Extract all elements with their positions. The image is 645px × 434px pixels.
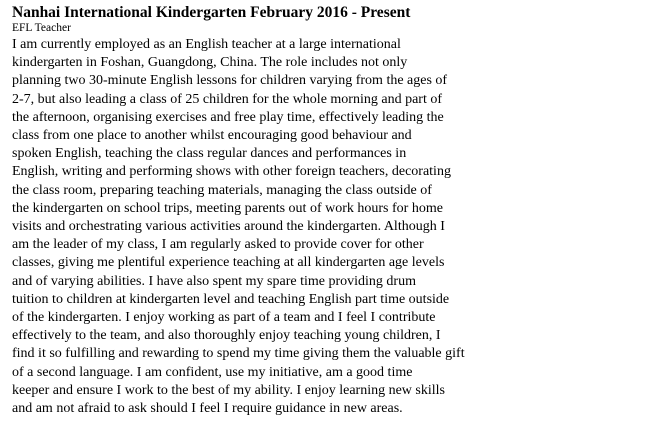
description-line: am the leader of my class, I am regularly asked to provide cover for other bbox=[12, 237, 424, 253]
description-line: the afternoon, organising exercises and free play time, effectively leading the bbox=[12, 109, 444, 125]
description-line: visits and orchestrating various activities around the kindergarten. Although I bbox=[12, 219, 445, 235]
description-line: kindergarten in Foshan, Guangdong, China. The role includes not only bbox=[12, 55, 408, 71]
description-line: and am not afraid to ask should I feel I require guidance in new areas. bbox=[12, 401, 403, 417]
description-line: keeper and ensure I work to the best of my ability. I enjoy learning new skills bbox=[12, 382, 445, 398]
description-line: the kindergarten on school trips, meeting parents out of work hours for home bbox=[12, 200, 443, 216]
description-line: I am currently employed as an English teacher at a large international bbox=[12, 37, 401, 52]
description-line: of a second language. I am confident, use my initiative, am a good time bbox=[12, 364, 413, 380]
description-line: 2-7, but also leading a class of 25 children for the whole morning and part of bbox=[12, 91, 442, 107]
description-line: and of varying abilities. I have also spent my spare time providing drum bbox=[12, 273, 416, 289]
description-line: the class room, preparing teaching materials, managing the class outside of bbox=[12, 182, 432, 198]
description-line: tuition to children at kindergarten level and teaching English part time outside bbox=[12, 291, 450, 307]
description-line: planning two 30-minute English lessons for children varying from the ages of bbox=[12, 73, 448, 89]
description-line: effectively to the team, and also thoroughly enjoy teaching young children, I bbox=[12, 328, 441, 344]
description-line: of the kindergarten. I enjoy working as part of a team and I feel I contribute bbox=[12, 310, 436, 326]
description-line: class from one place to another whilst encouraging good behaviour and bbox=[12, 128, 412, 144]
description-line: classes, giving me plentiful experience teaching at all kindergarten age levels bbox=[12, 255, 445, 271]
description-line: find it so fulfilling and rewarding to spend my time giving them the valuable gift bbox=[12, 346, 465, 362]
job-role-label: EFL Teacher bbox=[12, 22, 71, 34]
employer-and-dates-heading: Nanhai International Kindergarten February 2016 - Present bbox=[12, 4, 411, 21]
description-line: English, writing and performing shows with other foreign teachers, decorating bbox=[12, 164, 451, 180]
description-line: spoken English, teaching the class regular dances and performances in bbox=[12, 146, 407, 162]
job-description bbox=[12, 36, 637, 418]
resume-entry bbox=[12, 3, 637, 418]
